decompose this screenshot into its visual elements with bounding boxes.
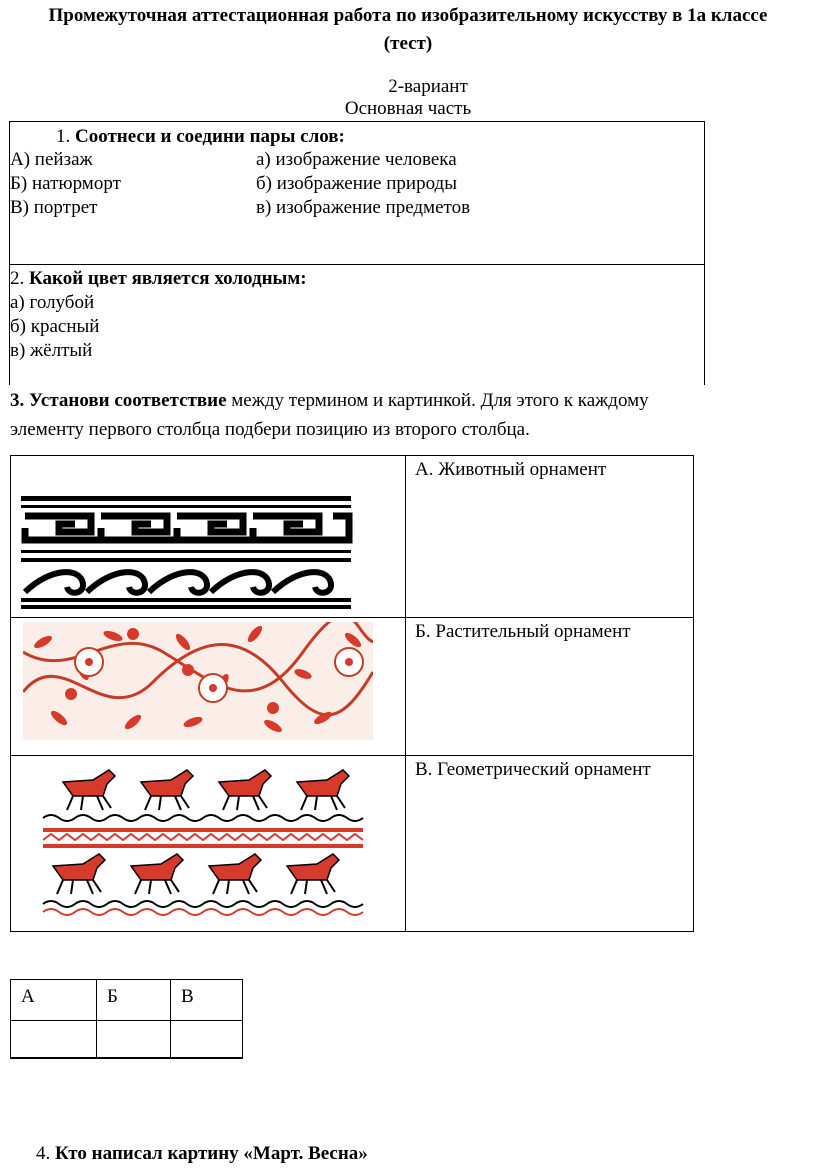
answer-cell-c[interactable] — [171, 1021, 243, 1059]
q1-left-1: Б) натюрморт — [10, 173, 121, 194]
q3-prompt-bold: Установи соответствие — [29, 390, 227, 411]
q1-prompt: Соотнеси и соедини пары слов: — [75, 126, 345, 147]
q2-option-1: б) красный — [10, 316, 100, 337]
q1-right-2: в) изображение предметов — [256, 197, 471, 218]
q2-heading — [10, 267, 307, 291]
grid-hline-2 — [11, 755, 693, 756]
q1-left-2: В) портрет — [10, 197, 98, 218]
page-title — [0, 2, 816, 58]
q2-prompt: Какой цвет является холодным: — [29, 268, 307, 289]
q3-matching-table — [10, 455, 694, 932]
grid-hline-1 — [11, 617, 693, 618]
title-line-2: (тест) — [383, 33, 433, 54]
q3-number: 3. — [10, 390, 25, 411]
part-label: Основная часть — [344, 98, 472, 119]
answer-table — [10, 979, 243, 1059]
q3-instruction — [10, 386, 710, 444]
q1-number: 1. — [56, 126, 71, 147]
box-divider — [10, 264, 704, 265]
q4-heading — [36, 1142, 368, 1166]
title-line-1: Промежуточная аттестационная работа по изобразительному искусству в 1а классе — [48, 5, 768, 26]
floral-ornament-image — [23, 622, 373, 740]
q3-label-b: Б. Растительный орнамент — [415, 621, 631, 642]
answer-header-b: Б — [107, 986, 118, 1007]
questions-box — [9, 121, 705, 385]
q1-left-0: А) пейзаж — [10, 149, 93, 170]
answer-header-c: В — [181, 986, 194, 1007]
answer-cell-a[interactable] — [11, 1021, 96, 1059]
q4-prompt: Кто написал картину «Март. Весна» — [55, 1143, 368, 1164]
q2-option-0: а) голубой — [10, 292, 95, 313]
q4-number: 4. — [36, 1143, 51, 1164]
horse-row-bottom — [53, 854, 339, 894]
answer-cell-b[interactable] — [97, 1021, 170, 1059]
q1-right-0: а) изображение человека — [256, 149, 457, 170]
horse-row-top — [63, 770, 349, 810]
animal-ornament-image — [23, 762, 383, 930]
grid-vline — [405, 456, 406, 931]
answer-header-a: А — [21, 986, 35, 1007]
q3-label-c: В. Геометрический орнамент — [415, 759, 651, 780]
variant-label: 2-вариант — [388, 76, 468, 97]
geometric-ornament-image — [21, 492, 353, 612]
q2-number: 2. — [10, 268, 25, 289]
q1-right-1: б) изображение природы — [256, 173, 457, 194]
q3-prompt-rest: между термином и картинкой. Для этого к каждому элементу первого столбца подбери позицию из второго столбца. — [10, 390, 649, 440]
q1-heading — [56, 125, 345, 149]
q2-option-2: в) жёлтый — [10, 340, 93, 361]
q3-label-a: А. Животный орнамент — [415, 459, 607, 480]
